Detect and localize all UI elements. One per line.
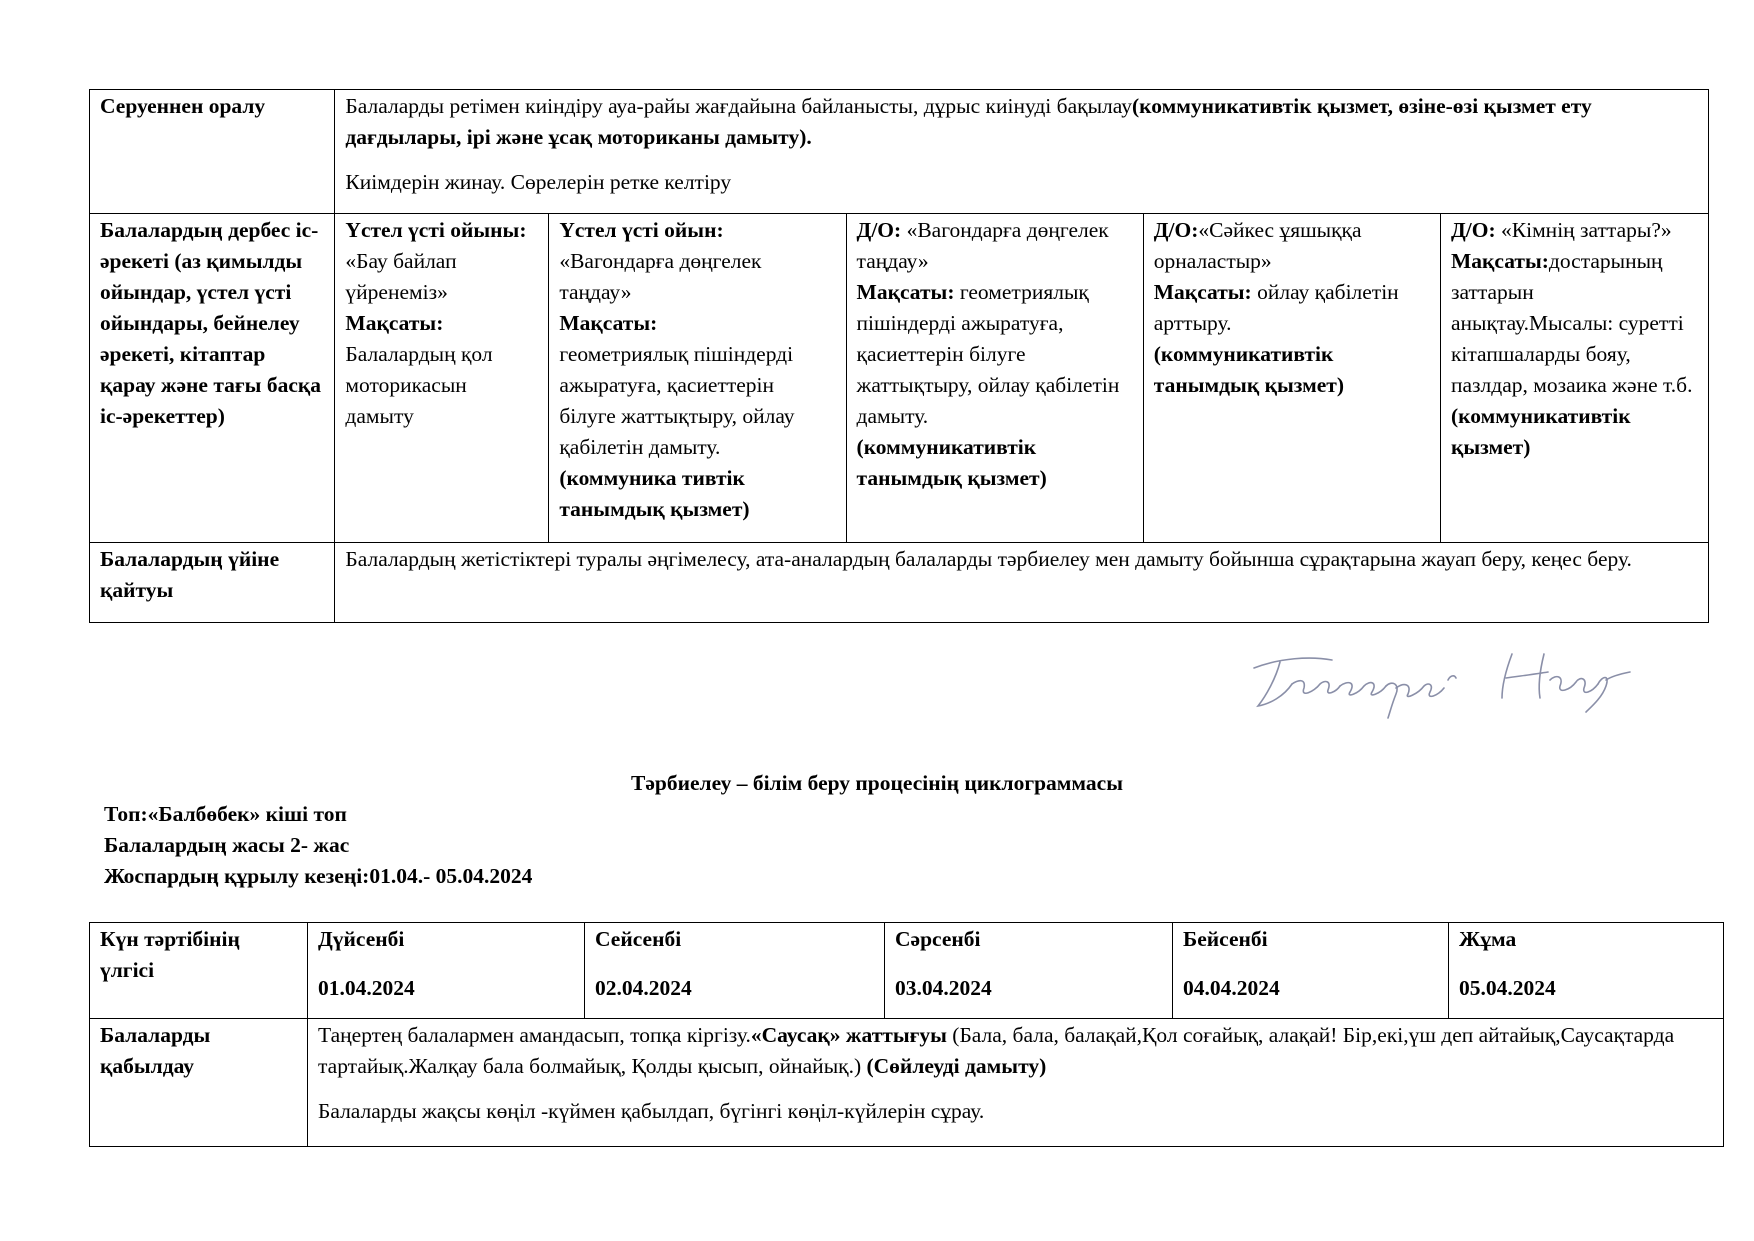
row-independent <box>90 214 1709 543</box>
row-going-home <box>90 543 1709 623</box>
row-label-independent: Балалардың дербес іс-әрекеті (аз қимылды ойындар, үстел үсті ойындары, бейнелеу әрекеті, кітаптар қарау және тағы басқа іс-әрекеттер) <box>90 214 335 543</box>
schedule-table-bottom <box>89 922 1724 1147</box>
signature-text: Тексерілді <box>1254 700 1259 701</box>
schedule-table-top <box>89 89 1709 623</box>
document-meta <box>104 799 532 892</box>
day-header-fri: Жұма 05.04.2024 <box>1449 923 1724 1019</box>
row-label-going-home: Балалардың үйіне қайтуы <box>90 543 335 623</box>
header-label: Күн тәртібінің үлгісі <box>90 923 308 1019</box>
day-header-tue: Сейсенбі 02.04.2024 <box>585 923 885 1019</box>
return-walk-activity: (коммуникативтік қызмет, өзіне-өзі қызмет ету дағдылары, ірі және ұсақ моториканы дамыту). <box>345 94 1592 149</box>
return-walk-content <box>335 90 1709 214</box>
cell-thu-independent: Д/О:«Сәйкес ұяшыққа орналастыр» Мақсаты: ойлау қабілетін арттыру. (коммуникативтік танымдық қызмет) <box>1143 214 1440 543</box>
going-home-text: Балалардың жетістіктері туралы әңгімелесу, ата-аналардың балаларды тәрбиелеу мен дамыту бойынша сұрақтарына жауап беру, кеңес беру. <box>335 543 1709 623</box>
age-line: Балалардың жасы 2- жас <box>104 833 350 857</box>
cell-mon-independent: Үстел үсті ойыны: «Бау байлап үйренеміз» Мақсаты: Балалардың қол моторикасын дамыту <box>335 214 549 543</box>
document-title: Тәрбиелеу – білім беру процесінің циклограммасы <box>630 771 1124 795</box>
day-header-wed: Сәрсенбі 03.04.2024 <box>885 923 1173 1019</box>
day-header-mon: Дүйсенбі 01.04.2024 <box>308 923 585 1019</box>
row-reception <box>90 1019 1724 1147</box>
return-walk-text2: Киімдерін жинау. Сөрелерін ретке келтіру <box>345 170 732 194</box>
day-header-thu: Бейсенбі 04.04.2024 <box>1173 923 1449 1019</box>
cell-fri-independent: Д/О: «Кімнің заттары?» Мақсаты:достарының заттарын анықтау.Мысалы: суретті кітапшаларды бояу, пазлдар, мозаика және т.б. (коммуникативтік қызмет) <box>1440 214 1708 543</box>
row-days-header <box>90 923 1724 1019</box>
row-label-reception: Балаларды қабылдау <box>90 1019 308 1147</box>
group-line: Топ:«Балбөбек» кіші топ <box>104 802 347 826</box>
reception-content: Таңертең балалармен амандасып, топқа кіргізу.«Саусақ» жаттығуы (Бала, бала, балақай,Қол соғайық, алақай! Бір,екі,үш деп айтайық,Саусақтарда тартайық.Жалқау бала болмайық, Қолды қысып, ойнайық.) (Сөйлеуді дамыту) Балаларды жақсы көңіл -күймен қабылдап, бүгінгі көңіл-күйлерін сұрау. <box>308 1019 1724 1147</box>
cell-tue-independent: Үстел үсті ойын: «Вагондарға дөңгелек таңдау» Мақсаты: геометриялық пішіндерді ажыратуға, қасиеттерін білуге жаттықтыру, ойлау қабілетін дамыту. (коммуника тивтік танымдық қызмет) <box>549 214 846 543</box>
handwritten-signature <box>1240 640 1660 720</box>
cell-wed-independent: Д/О: «Вагондарға дөңгелек таңдау» Мақсаты: геометриялық пішіндерді ажыратуға, қасиеттерін білуге жаттықтыру, ойлау қабілетін дамыту. (коммуникативтік танымдық қызмет) <box>846 214 1143 543</box>
row-return-walk <box>90 90 1709 214</box>
return-walk-text: Балаларды ретімен киіндіру ауа-райы жағдайына байланысты, дұрыс киінуді бақылау <box>345 94 1132 118</box>
period-line: Жоспардың құрылу кезеңі:01.04.- 05.04.2024 <box>104 864 533 888</box>
row-label-return-walk: Серуеннен оралу <box>90 90 335 214</box>
